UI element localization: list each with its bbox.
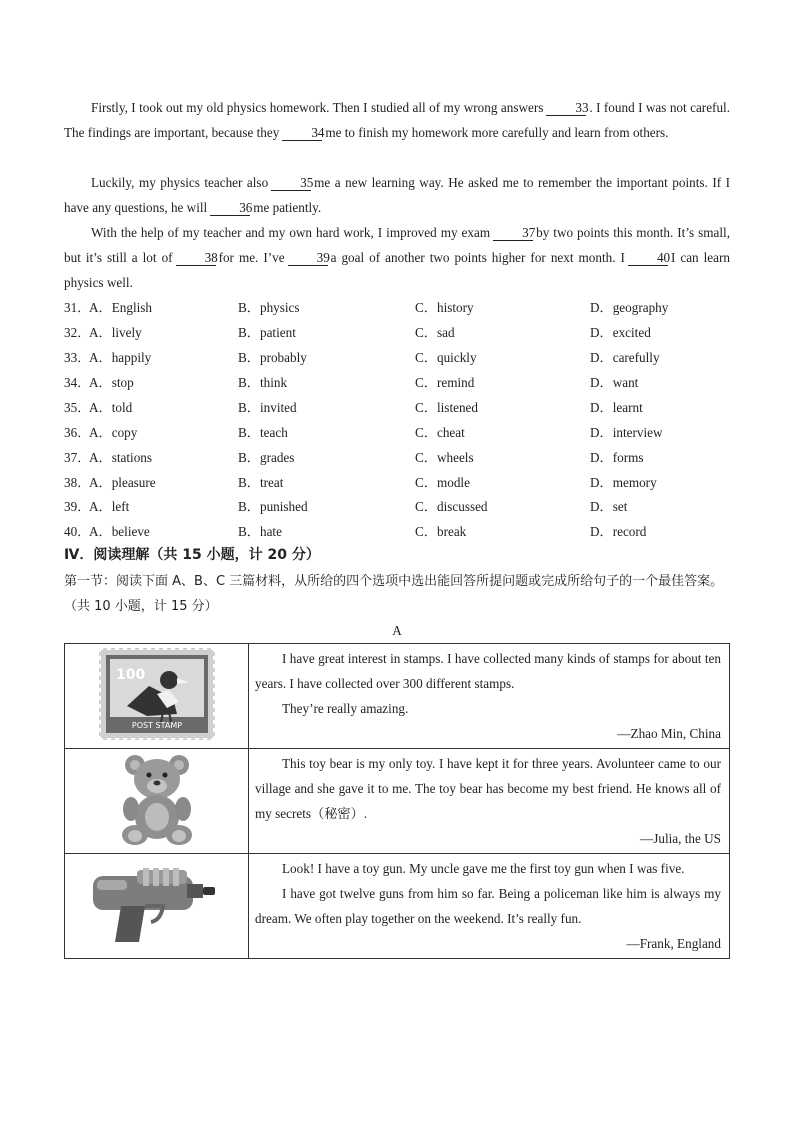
- blank-35[interactable]: 35: [271, 175, 311, 191]
- option-d[interactable]: D．set: [590, 499, 628, 514]
- question-row: [64, 420, 730, 445]
- passage-text: for me. I’ve: [218, 250, 285, 265]
- option-b[interactable]: B．think: [238, 375, 288, 390]
- question-row: [64, 345, 730, 370]
- option-b[interactable]: B．physics: [238, 300, 300, 315]
- option-d[interactable]: D．excited: [590, 325, 651, 340]
- passage-text: me to finish my homework more carefully and learn from others.: [325, 125, 669, 140]
- blank-39[interactable]: 39: [288, 250, 328, 266]
- option-c[interactable]: C．discussed: [415, 499, 488, 514]
- option-c[interactable]: C．sad: [415, 325, 455, 340]
- stamp-value: 100: [115, 667, 145, 683]
- option-b[interactable]: B．probably: [238, 350, 307, 365]
- option-c[interactable]: C．history: [415, 300, 474, 315]
- option-d[interactable]: D．record: [590, 524, 647, 539]
- entry-line: I have got twelve guns from him so far. Being a policeman like him is always my dream. We often play together on the weekend. It’s really fun.: [255, 886, 721, 926]
- table-row: [65, 854, 730, 959]
- option-b[interactable]: B．invited: [238, 400, 297, 415]
- blank-36[interactable]: 36: [210, 200, 250, 216]
- entry-signature: —Zhao Min, China: [617, 726, 721, 741]
- option-d[interactable]: D．forms: [590, 450, 644, 465]
- text-cell: [249, 644, 730, 749]
- table-row: [65, 644, 730, 749]
- question-number: 34．: [64, 375, 91, 390]
- passage-paragraph-3: [64, 220, 730, 295]
- reading-table: [64, 643, 730, 959]
- stamp-caption: POST STAMP: [131, 721, 182, 730]
- blank-37[interactable]: 37: [493, 225, 533, 241]
- option-c[interactable]: C．listened: [415, 400, 479, 415]
- option-c[interactable]: C．cheat: [415, 425, 465, 440]
- option-b[interactable]: B．treat: [238, 475, 284, 490]
- option-a[interactable]: A．happily: [89, 350, 152, 365]
- option-c[interactable]: C．break: [415, 524, 467, 539]
- option-c[interactable]: C．modle: [415, 475, 470, 490]
- passage-paragraph-1: [64, 95, 730, 145]
- question-number: 37．: [64, 450, 91, 465]
- table-row: [65, 749, 730, 854]
- question-row: [64, 470, 730, 495]
- entry-signature: —Frank, England: [626, 936, 721, 951]
- teddy-bear-icon: [115, 751, 199, 847]
- passage-text: Firstly, I took out my old physics homework. Then I studied all of my wrong answers: [91, 100, 544, 115]
- option-a[interactable]: A．believe: [89, 524, 150, 539]
- passage-text: me a new learning way. He asked me to remember the important points. If I have any questions, he will: [64, 175, 730, 215]
- question-number: 38．: [64, 475, 91, 490]
- option-a[interactable]: A．English: [89, 300, 153, 315]
- text-cell: [249, 749, 730, 854]
- image-cell: [65, 644, 249, 749]
- option-d[interactable]: D．want: [590, 375, 639, 390]
- passage-text: me patiently.: [253, 200, 322, 215]
- question-row: [64, 445, 730, 470]
- passage-text: With the help of my teacher and my own hard work, I improved my exam: [91, 225, 491, 240]
- blank-34[interactable]: 34: [282, 125, 322, 141]
- entry-signature: —Julia, the US: [640, 831, 721, 846]
- option-a[interactable]: A．left: [89, 499, 130, 514]
- entry-line: This toy bear is my only toy. I have kept it for three years. Avolunteer came to our village and she gave it to me. The toy bear has become my best friend. He knows all of my secrets（秘密）.: [255, 756, 721, 821]
- question-row: [64, 395, 730, 420]
- blank-33[interactable]: 33: [546, 100, 586, 116]
- passage-text: a goal of another two points higher for next month. I: [330, 250, 625, 265]
- entry-line: Look! I have a toy gun. My uncle gave me the first toy gun when I was five.: [282, 861, 685, 876]
- question-number: 31．: [64, 300, 91, 315]
- stamp-icon: [97, 646, 217, 742]
- option-a[interactable]: A．told: [89, 400, 133, 415]
- toy-gun-icon: [87, 862, 227, 946]
- question-row: [64, 320, 730, 345]
- question-row: [64, 370, 730, 395]
- entry-line: I have great interest in stamps. I have collected many kinds of stamps for about ten years. I have collected over 300 different stamps.: [255, 651, 721, 691]
- option-b[interactable]: B．patient: [238, 325, 296, 340]
- image-cell: [65, 854, 249, 959]
- blank-38[interactable]: 38: [176, 250, 216, 266]
- option-d[interactable]: D．interview: [590, 425, 663, 440]
- option-b[interactable]: B．punished: [238, 499, 308, 514]
- option-b[interactable]: B．teach: [238, 425, 288, 440]
- question-number: 33．: [64, 350, 91, 365]
- question-number: 32．: [64, 325, 91, 340]
- image-cell: [65, 749, 249, 854]
- section-instruction: 第一节：阅读下面 A、B、C 三篇材料，从所给的四个选项中选出能回答所提问题或完成所给句子的一个最佳答案。（共 10 小题，计 15 分）: [64, 574, 724, 614]
- option-b[interactable]: B．grades: [238, 450, 295, 465]
- entry-line: They’re really amazing.: [282, 701, 409, 716]
- option-a[interactable]: A．copy: [89, 425, 138, 440]
- section-heading: Ⅳ．阅读理解（共 15 小题，计 20 分）: [64, 547, 320, 563]
- option-d[interactable]: D．geography: [590, 300, 669, 315]
- question-number: 36．: [64, 425, 91, 440]
- question-number: 39．: [64, 499, 91, 514]
- option-c[interactable]: C．remind: [415, 375, 475, 390]
- option-a[interactable]: A．pleasure: [89, 475, 156, 490]
- passage-text: . I found I was not careful. The findings are important, because they: [64, 100, 730, 140]
- option-d[interactable]: D．memory: [590, 475, 657, 490]
- option-b[interactable]: B．hate: [238, 524, 282, 539]
- option-a[interactable]: A．stop: [89, 375, 134, 390]
- passage-text: I can learn physics well.: [64, 250, 730, 290]
- option-c[interactable]: C．wheels: [415, 450, 474, 465]
- option-a[interactable]: A．lively: [89, 325, 142, 340]
- question-number: 40．: [64, 524, 91, 539]
- option-c[interactable]: C．quickly: [415, 350, 477, 365]
- option-a[interactable]: A．stations: [89, 450, 153, 465]
- option-d[interactable]: D．learnt: [590, 400, 643, 415]
- option-d[interactable]: D．carefully: [590, 350, 660, 365]
- passage-label: A: [392, 623, 402, 638]
- passage-text: by two points this month. It’s small, but it’s still a lot of: [64, 225, 730, 265]
- text-cell: [249, 854, 730, 959]
- blank-40[interactable]: 40: [628, 250, 668, 266]
- passage-paragraph-2: [64, 170, 730, 220]
- question-row: [64, 519, 730, 544]
- question-row: [64, 494, 730, 519]
- question-row: [64, 295, 730, 320]
- question-number: 35．: [64, 400, 91, 415]
- passage-text: Luckily, my physics teacher also: [91, 175, 269, 190]
